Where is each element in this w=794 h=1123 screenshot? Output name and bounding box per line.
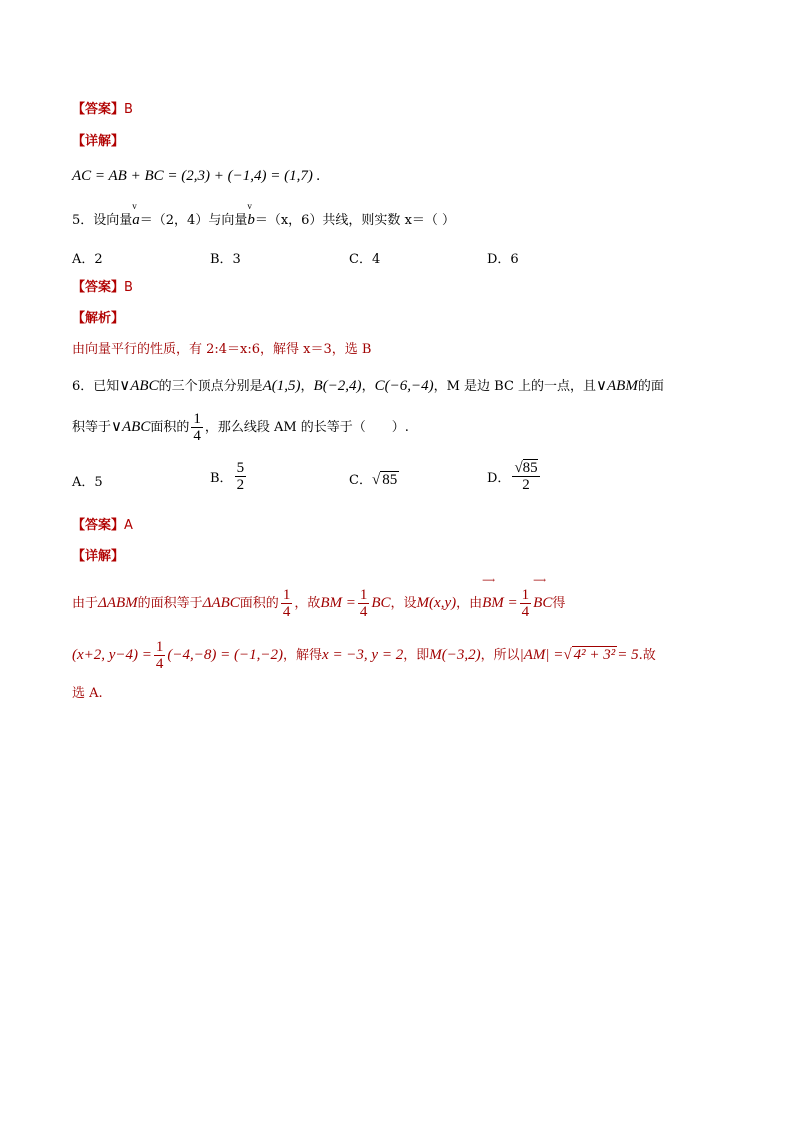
answer-tag: 【答案】 xyxy=(72,280,125,295)
q5-option-b: B．3 xyxy=(210,252,241,267)
vector-a: v a xyxy=(132,201,140,228)
q5-option-a: A．2 xyxy=(72,252,103,267)
detail-tag: 【详解】 xyxy=(72,134,125,149)
answer-value: A xyxy=(124,518,133,533)
fraction-one-quarter: $\frac{1}{4}$ xyxy=(155,639,164,672)
q4-vector-formula xyxy=(72,167,320,185)
q6-stem-line2 xyxy=(72,410,409,445)
fraction-sqrt85-halves: $\frac{√85}{2}$ xyxy=(514,460,538,493)
vector-sum-formula: AC = AB + BC = (2,3) + (−1,4) = (1,7) . xyxy=(72,168,321,184)
triangle-abc: ∨ABC xyxy=(111,419,151,435)
q5-option-d: D．6 xyxy=(487,252,519,267)
point-a: A(1,5) xyxy=(262,378,301,394)
point-b: B(−2,4) xyxy=(313,378,362,394)
point-m: M(−3,2) xyxy=(429,647,481,663)
vector-arrow-icon: v xyxy=(132,201,137,211)
q5-stem-mid: ＝（2，4）与向量 xyxy=(139,213,248,228)
point-m: M(x,y) xyxy=(416,595,457,611)
q6-solution-line1: 由于ΔABM的面积等于ΔABC面积的 $\frac{1}{4}$ ，故BM = $\frac{1}{4}$ BC，设M(x,y)，由 ⟶ BM = $\frac{1}{4}$ ⟶ BC得 xyxy=(72,575,566,620)
q5-stem-pre: 5．设向量 xyxy=(72,213,133,228)
q4-detail-tag-line xyxy=(72,133,124,151)
q6-option-a: A．5 xyxy=(72,475,103,490)
sqrt-icon: √ xyxy=(371,472,381,488)
triangle-abm: ΔABM xyxy=(98,595,138,611)
fraction-one-quarter: $\frac{1}{4}$ xyxy=(521,587,530,620)
q5-analysis-text: 由向量平行的性质，有 2:4＝x:6，解得 x＝3，选 B xyxy=(72,342,372,357)
vector-arrow-icon: ⟶ xyxy=(533,575,547,585)
q6-stem-text: 的面 xyxy=(637,379,664,394)
q6-stem-line1: 6．已知∨ABC的三个顶点分别是A(1,5)，B(−2,4)，C(−6,−4)，M 是边 BC 上的一点，且∨ABM的面 xyxy=(72,378,664,394)
q6-stem-text: 面积的 xyxy=(150,420,190,435)
q5-stem-post: ＝（x，6）共线，则实数 x＝（ ） xyxy=(254,213,456,228)
q6-stem-text: ，M 是边 BC 上的一点，且 xyxy=(433,379,597,394)
q6-option-c: C．√ 85 xyxy=(349,472,398,488)
q6-solution-line3: 选 A. xyxy=(72,686,103,701)
q6-stem-text: 积等于 xyxy=(72,420,112,435)
q6-option-d: D． $\frac{√85}{2}$ xyxy=(487,460,538,493)
q4-answer-line xyxy=(72,101,133,119)
q6-stem-text: 6．已知 xyxy=(72,379,120,394)
fraction-one-quarter: $\frac{1}{4}$ xyxy=(359,587,368,620)
q6-stem-text: ，那么线段 AM 的长等于（ ）. xyxy=(204,420,409,435)
fraction-five-halves: $\frac{5}{2}$ xyxy=(236,460,245,493)
triangle-abm: ∨ABM xyxy=(596,378,638,394)
q5-answer-line xyxy=(72,279,133,297)
sqrt-icon: √ xyxy=(563,647,572,663)
fraction-one-quarter: $\frac{1}{4}$ xyxy=(193,411,201,444)
q6-stem-text: 的三个顶点分别是 xyxy=(158,379,263,394)
detail-tag: 【详解】 xyxy=(72,549,125,564)
point-c: C(−6,−4) xyxy=(374,378,434,394)
answer-value: B xyxy=(124,280,133,295)
vector-arrow-icon: v xyxy=(247,201,252,211)
vector-bm: ⟶ BM = xyxy=(482,575,518,611)
q5-analysis-tag-line xyxy=(72,310,124,328)
q5-stem xyxy=(72,201,456,230)
analysis-tag: 【解析】 xyxy=(72,311,125,326)
answer-value: B xyxy=(124,102,133,117)
vector-bc: ⟶ BC xyxy=(533,575,553,611)
q6-detail-tag-line xyxy=(72,548,124,566)
sqrt-icon: √ xyxy=(514,460,523,476)
q6-solution-line2: (x+2, y−4) = $\frac{1}{4}$ (−4,−8) = (−1,−2)，解得x = −3, y = 2，即M(−3,2)，所以|AM| =√ 4² + 3² = 5.故 xyxy=(72,639,656,672)
triangle-abc: ΔABC xyxy=(202,595,240,611)
answer-tag: 【答案】 xyxy=(72,518,125,533)
sqrt-radicand: 85 xyxy=(382,472,398,488)
triangle-abc: ∨ABC xyxy=(119,378,159,394)
fraction-one-quarter: $\frac{1}{4}$ xyxy=(282,587,291,620)
vector-arrow-icon: ⟶ xyxy=(482,575,496,585)
vector-b: v b xyxy=(247,201,255,228)
sqrt-radicand: 4² + 3² xyxy=(573,647,616,663)
q5-option-c: C．4 xyxy=(349,252,381,267)
answer-tag: 【答案】 xyxy=(72,102,125,117)
q6-answer-line xyxy=(72,517,133,535)
q6-option-b: B． $\frac{5}{2}$ xyxy=(210,460,245,493)
